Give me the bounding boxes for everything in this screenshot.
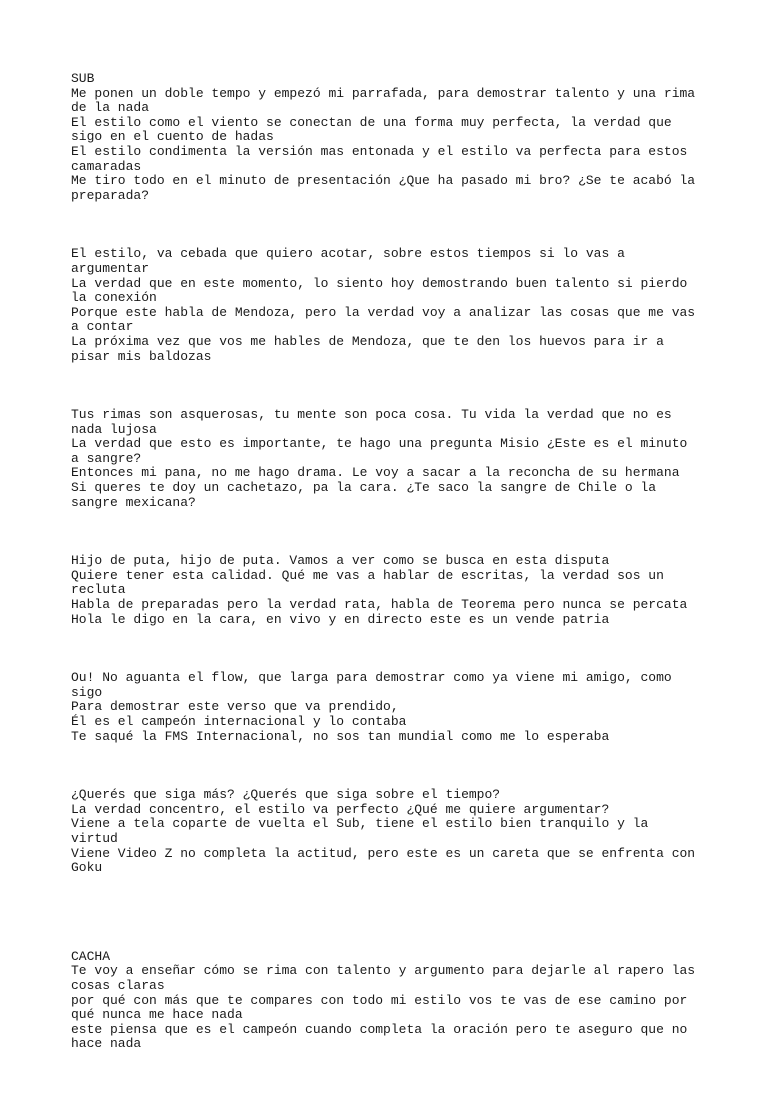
document-page [71,72,701,1096]
lyric-line: Para demostrar este verso que va prendido, [71,699,399,715]
lyric-line: Me ponen un doble tempo y empezó mi parrafada, para demostrar talento y una rima de la nada [71,85,703,116]
lyric-line: Entonces mi pana, no me hago drama. Le voy a sacar a la reconcha de su hermana [71,465,680,481]
stanza [71,788,701,876]
section-sub [71,72,701,876]
lyric-line: La próxima vez que vos me hables de Mendoza, que te den los huevos para ir a pisar mis baldozas [71,333,672,364]
stanza [71,408,701,510]
lyric-line: Te saqué la FMS Internacional, no sos tan mundial como me lo esperaba [71,728,610,744]
lyric-line: Tus rimas son asquerosas, tu mente son poca cosa. Tu vida la verdad que no es nada lujosa [71,407,680,437]
stanza [71,554,701,627]
lyric-line: este piensa que es el campeón cuando completa la oración pero te aseguro que no hace nada [71,1021,696,1052]
lyric-line: El estilo, va cebada que quiero acotar, sobre estos tiempos si lo vas a argumentar [71,246,633,276]
lyric-line: Habla de preparadas pero la verdad rata, habla de Teorema pero nunca se percata [71,597,688,613]
lyric-line: Hola le digo en la cara, en vivo y en directo este es un vende patria [71,611,610,627]
stanza [71,87,701,204]
stanza [71,964,701,1052]
speaker-name: CACHA [71,948,111,964]
lyric-line: La verdad concentro, el estilo va perfecto ¿Qué me quiere argumentar? [71,801,610,817]
lyric-line: La verdad que esto es importante, te hago una pregunta Misio ¿Este es el minuto a sangre? [71,436,696,466]
lyric-line: El estilo como el viento se conectan de una forma muy perfecta, la verdad que sigo en el cuento de hadas [71,114,680,145]
lyric-line: Me tiro todo en el minuto de presentación ¿Que ha pasado mi bro? ¿Se te acabó la preparada? [71,173,703,203]
lyric-line: La verdad que en este momento, lo siento hoy demostrando buen talento si pierdo la conexión [71,275,696,306]
section-cacha [71,950,701,1052]
stanza [71,247,701,364]
lyric-line: Porque este habla de Mendoza, pero la verdad voy a analizar las cosas que me vas a contar [71,304,703,335]
lyric-line: Viene Video Z no completa la actitud, pero este es un careta que se enfrenta con Goku [71,845,703,876]
lyric-line: ¿Querés que siga más? ¿Querés que siga sobre el tiempo? [71,787,501,803]
lyric-line: Te voy a enseñar cómo se rima con talento y argumento para dejarle al rapero las cosas claras [71,963,703,993]
stanza [71,671,701,744]
lyric-line: Quiere tener esta calidad. Qué me vas a hablar de escritas, la verdad sos un recluta [71,567,672,598]
lyric-line: El estilo condimenta la versión mas entonada y el estilo va perfecta para estos camaradas [71,143,696,174]
lyric-line: por qué con más que te compares con todo mi estilo vos te vas de ese camino por qué nunca me hace nada [71,992,696,1023]
lyric-line: Hijo de puta, hijo de puta. Vamos a ver como se busca en esta disputa [71,553,610,569]
lyric-line: Ou! No aguanta el flow, que larga para demostrar como ya viene mi amigo, como sigo [71,670,680,700]
speaker-name: SUB [71,71,95,86]
lyric-line: Él es el campeón internacional y lo contaba [71,714,407,729]
lyric-line: Si queres te doy un cachetazo, pa la cara. ¿Te saco la sangre de Chile o la sangre mexicana? [71,480,664,510]
lyric-line: Viene a tela copart​e de vuelta el Sub, tiene el estilo bien tranquilo y la virtud [71,816,657,846]
